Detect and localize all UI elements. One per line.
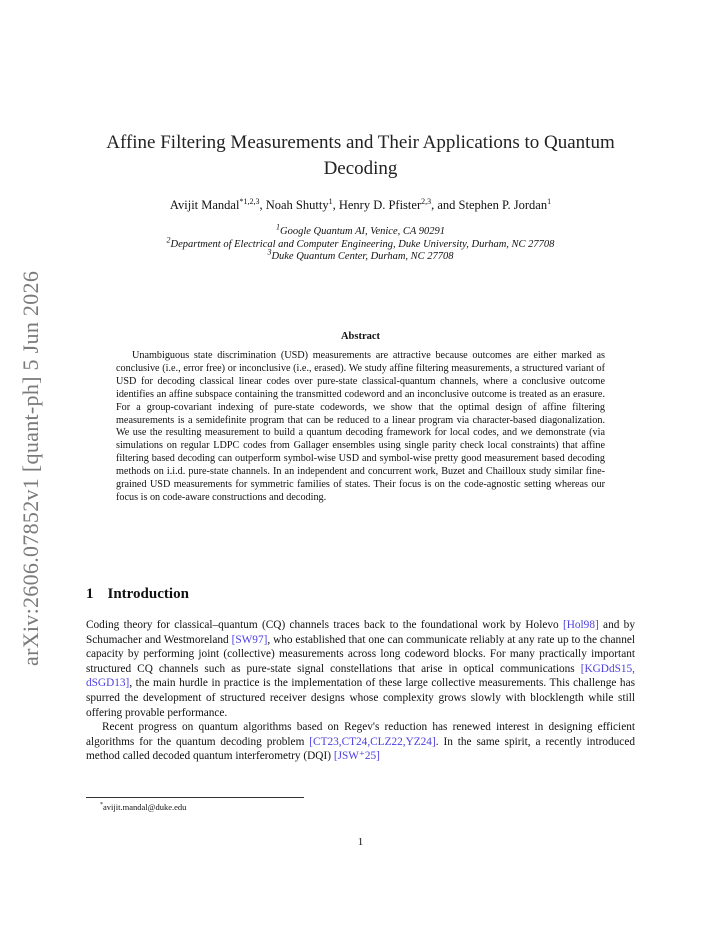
affiliation: $^2$Department of Electrical and Computer Engineering, Duke University, Durham, NC 27708 bbox=[166, 235, 555, 250]
citation-link[interactable]: [Hol98] bbox=[562, 619, 599, 631]
affiliation: $^1$Google Quantum AI, Venice, CA 90291 bbox=[276, 222, 445, 237]
footnote-rule bbox=[86, 797, 304, 798]
footnote: *avijit.mandal@duke.edu bbox=[100, 802, 187, 812]
paragraph-text: Coding theory for classical–quantum (CQ) channels traces back to the foundational work by Holevo bbox=[86, 619, 563, 631]
author: Avijit Mandal$^{*1,2,3}$ bbox=[169, 196, 260, 212]
citation-link[interactable]: [SW97] bbox=[231, 633, 268, 646]
paragraph bbox=[86, 618, 635, 720]
citation-link[interactable]: [KGDdS15, bbox=[580, 662, 635, 675]
abstract-heading: Abstract bbox=[340, 331, 381, 342]
author: Stephen P. Jordan$^1$ bbox=[458, 196, 552, 212]
citation-link[interactable]: dSGD13] bbox=[86, 677, 130, 690]
affiliation: $^3$Duke Quantum Center, Durham, NC 27708 bbox=[267, 247, 454, 262]
section-number: 1 bbox=[86, 586, 94, 602]
citation-link[interactable]: [JSW⁺25] bbox=[333, 750, 380, 763]
section-title: Introduction bbox=[107, 586, 189, 602]
paragraph-text: , who established that one can communicate reliably at any rate up to the channel capacity by performing joint (collective) measurements across long codeword blocks. For many practically important structured CQ channels such as pure-state signal constellations that arise in optical communications bbox=[86, 633, 636, 675]
author: Henry D. Pfister$^{2,3}$ bbox=[338, 196, 432, 212]
introduction-body bbox=[86, 618, 635, 764]
arxiv-identifier-stamp: arXiv:2606.07852v1 [quant-ph] 5 Jun 2026 bbox=[18, 270, 43, 666]
citation-link[interactable]: [CT23,CT24,CLZ22,YZ24] bbox=[309, 735, 436, 748]
author: Noah Shutty$^1$ bbox=[265, 196, 333, 212]
page-number: 1 bbox=[357, 836, 364, 848]
paragraph-text: and by Schumacher and Westmoreland bbox=[86, 619, 635, 646]
footnote-email: avijit.mandal@duke.edu bbox=[103, 802, 187, 812]
section-heading bbox=[86, 586, 635, 603]
paragraph-text: , the main hurdle in practice is the implementation of these large collective measurements. This challenge has spurred the development of structured receiver designs whose complexity grows slowly with blocklength while still offering provable performance. bbox=[86, 677, 635, 719]
paragraph-text: . In the same spirit, a recently introduced method called decoded quantum interferometry (DQI) bbox=[86, 735, 635, 763]
author-list: Avijit Mandal$^{*1,2,3}$, Noah Shutty$^1$, Henry D. Pfister$^{2,3}$, and Stephen P. Jordan$^1$ bbox=[169, 196, 552, 212]
affiliation-list bbox=[86, 222, 635, 264]
abstract-text: Unambiguous state discrimination (USD) measurements are attractive because outcomes are either marked as conclusive (i.e., error free) or inconclusive (i.e., erased). We study affine filtering measurements, a structured variant of USD for decoding classical linear codes over pure-state classical-quantum channels, where a conclusive outcome identifies an affine subspace containing the transmitted codeword and an inconclusive outcome is treated as an erasure. For a group-covariant indexing of pure-state codewords, we show that the optimal design of affine filtering measurements is a semidefinite program that can be reduced to a linear program via character-based diagonalization. We use the resulting measurement to build a quantum decoding framework for local codes, and we demonstrate (via simulations on regular LDPC codes from Gallager ensembles using single parity check local constraints) that affine filtering based decoding can outperform symbol-wise USD and symbol-wise pretty good measurement based decoding methods on i.i.d. pure-state channels. In an independent and concurrent work, Buzet and Chailloux study similar fine-grained USD measurements for symmetric families of states. Their focus is on the code-agnostic setting whereas our focus is on code-aware constructions and decoding. bbox=[116, 350, 605, 503]
paper-title: Affine Filtering Measurements and Their Applications to Quantum Decoding bbox=[106, 132, 615, 179]
paragraph-text: Recent progress on quantum algorithms based on Regev's reduction has renewed interest in designing efficient algorithms for the quantum decoding problem bbox=[86, 721, 635, 748]
paragraph bbox=[86, 720, 635, 764]
